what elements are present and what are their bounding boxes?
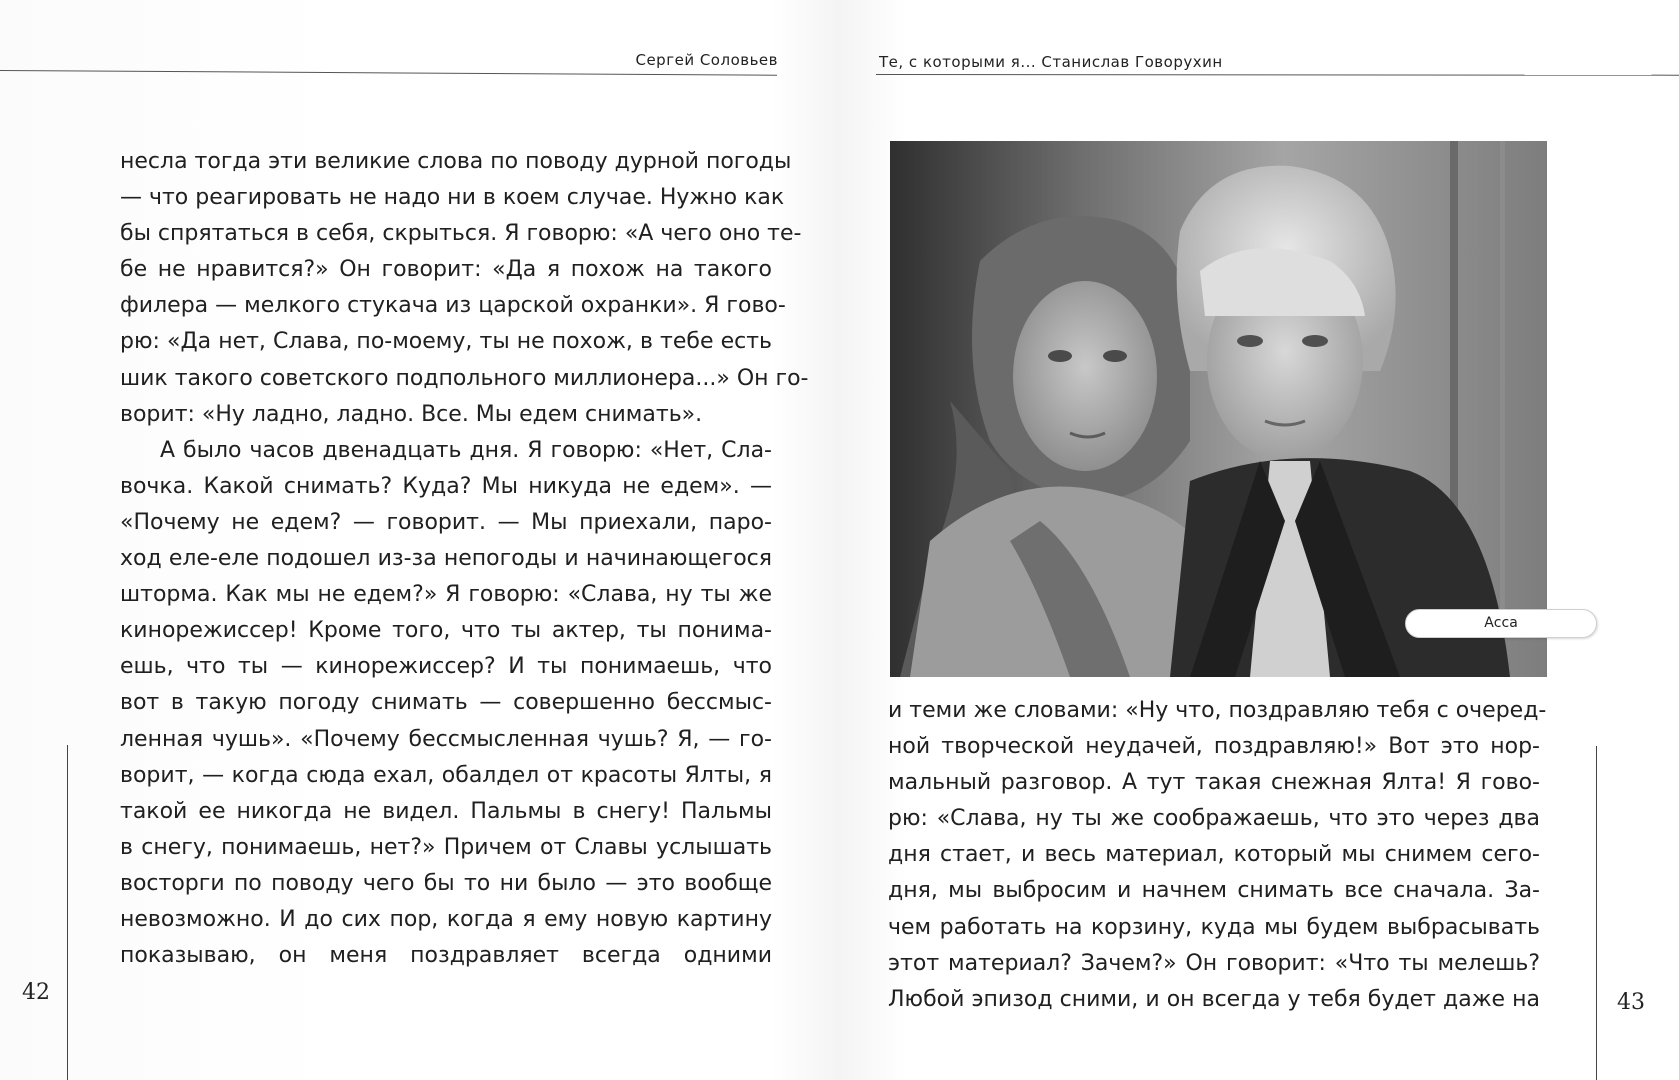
right-page-text <box>888 693 1547 1018</box>
text-line: кинорежиссер! Кроме того, что ты актер, ты понима- <box>120 618 772 644</box>
text-line: мальный разговор. А тут такая снежная Ялта! Я гово- <box>888 770 1540 796</box>
text-line: ленная чушь». «Почему бессмысленная чушь? Я, — го- <box>120 726 772 752</box>
text-line: несла тогда эти великие слова по поводу дурной погоды <box>120 149 792 174</box>
text-line: шик такого советского подпольного миллионера...» Он го- <box>120 365 809 391</box>
text-line: ешь, что ты — кинорежиссер? И ты понимаешь, что <box>120 654 772 680</box>
right-header-rule <box>876 74 1679 76</box>
text-line: ворит, — когда сюда ехал, обалдел от красоты Ялты, я <box>120 762 772 788</box>
photo-illustration <box>890 141 1547 677</box>
text-line: шторма. Как мы не едем?» Я говорю: «Слава, ну ты же <box>120 582 772 608</box>
left-page-text <box>120 144 809 974</box>
left-header-rule <box>0 70 777 76</box>
text-line: вочка. Какой снимать? Куда? Мы никуда не едем». — <box>120 473 772 499</box>
photo-caption: Асса <box>1405 609 1597 638</box>
text-line: филера — мелкого стукача из царской охранки». Я гово- <box>120 293 786 319</box>
text-line: А было часов двенадцать дня. Я говорю: «Нет, Сла- <box>160 437 772 463</box>
text-line: — что реагировать не надо ни в коем случае. Нужно как <box>120 185 785 211</box>
text-line: бы спрятаться в себя, скрыться. Я говорю: «А чего оно те- <box>120 221 802 247</box>
text-line: в снегу, понимаешь, нет?» Причем от Славы услышать <box>120 834 772 860</box>
text-line: невозможно. И до сих пор, когда я ему новую картину <box>120 906 772 932</box>
right-running-header: Те, с которыми я... Станислав Говорухин <box>879 53 1223 71</box>
left-page-number: 42 <box>22 980 50 1005</box>
text-line: дня стает, и весь материал, который мы снимем сего- <box>888 842 1540 868</box>
left-running-header: Сергей Соловьев <box>635 51 778 69</box>
text-line: показываю, он меня поздравляет всегда одними <box>120 943 772 969</box>
text-line: чем работать на корзину, куда мы будем выбрасывать <box>888 914 1540 940</box>
left-margin-rule <box>67 745 68 1080</box>
text-line: такой ее никогда не видел. Пальмы в снегу! Пальмы <box>120 798 772 824</box>
text-line: рю: «Да нет, Слава, по-моему, ты не похож, в тебе есть <box>120 329 772 355</box>
text-line: Любой эпизод сними, и он всегда у тебя будет даже на <box>888 986 1540 1012</box>
text-line: и теми же словами: «Ну что, поздравляю тебя с очеред- <box>888 698 1547 723</box>
text-line: восторги по поводу чего бы то ни было — это вообще <box>120 870 772 896</box>
text-line: дня, мы выбросим и начнем снимать все сначала. За- <box>888 878 1540 904</box>
text-line: ворит: «Ну ладно, ладно. Все. Мы едем снимать». <box>120 401 703 427</box>
photo-assa <box>890 141 1547 677</box>
text-line: вот в такую погоду снимать — совершенно бессмыс- <box>120 690 772 716</box>
text-line: бе не нравится?» Он говорит: «Да я похож на такого <box>120 257 772 283</box>
text-line: ной творческой неудачей, поздравляю!» Вот это нор- <box>888 734 1540 760</box>
text-line: «Почему не едем? — говорит. — Мы приехали, паро- <box>120 509 772 535</box>
right-page-number: 43 <box>1617 990 1645 1015</box>
right-margin-rule <box>1596 746 1597 1080</box>
text-line: ход еле-еле подошел из-за непогоды и начинающегося <box>120 546 772 572</box>
text-line: рю: «Слава, ну ты же соображаешь, что это через два <box>888 806 1540 832</box>
text-line: этот материал? Зачем?» Он говорит: «Что ты мелешь? <box>888 950 1540 976</box>
